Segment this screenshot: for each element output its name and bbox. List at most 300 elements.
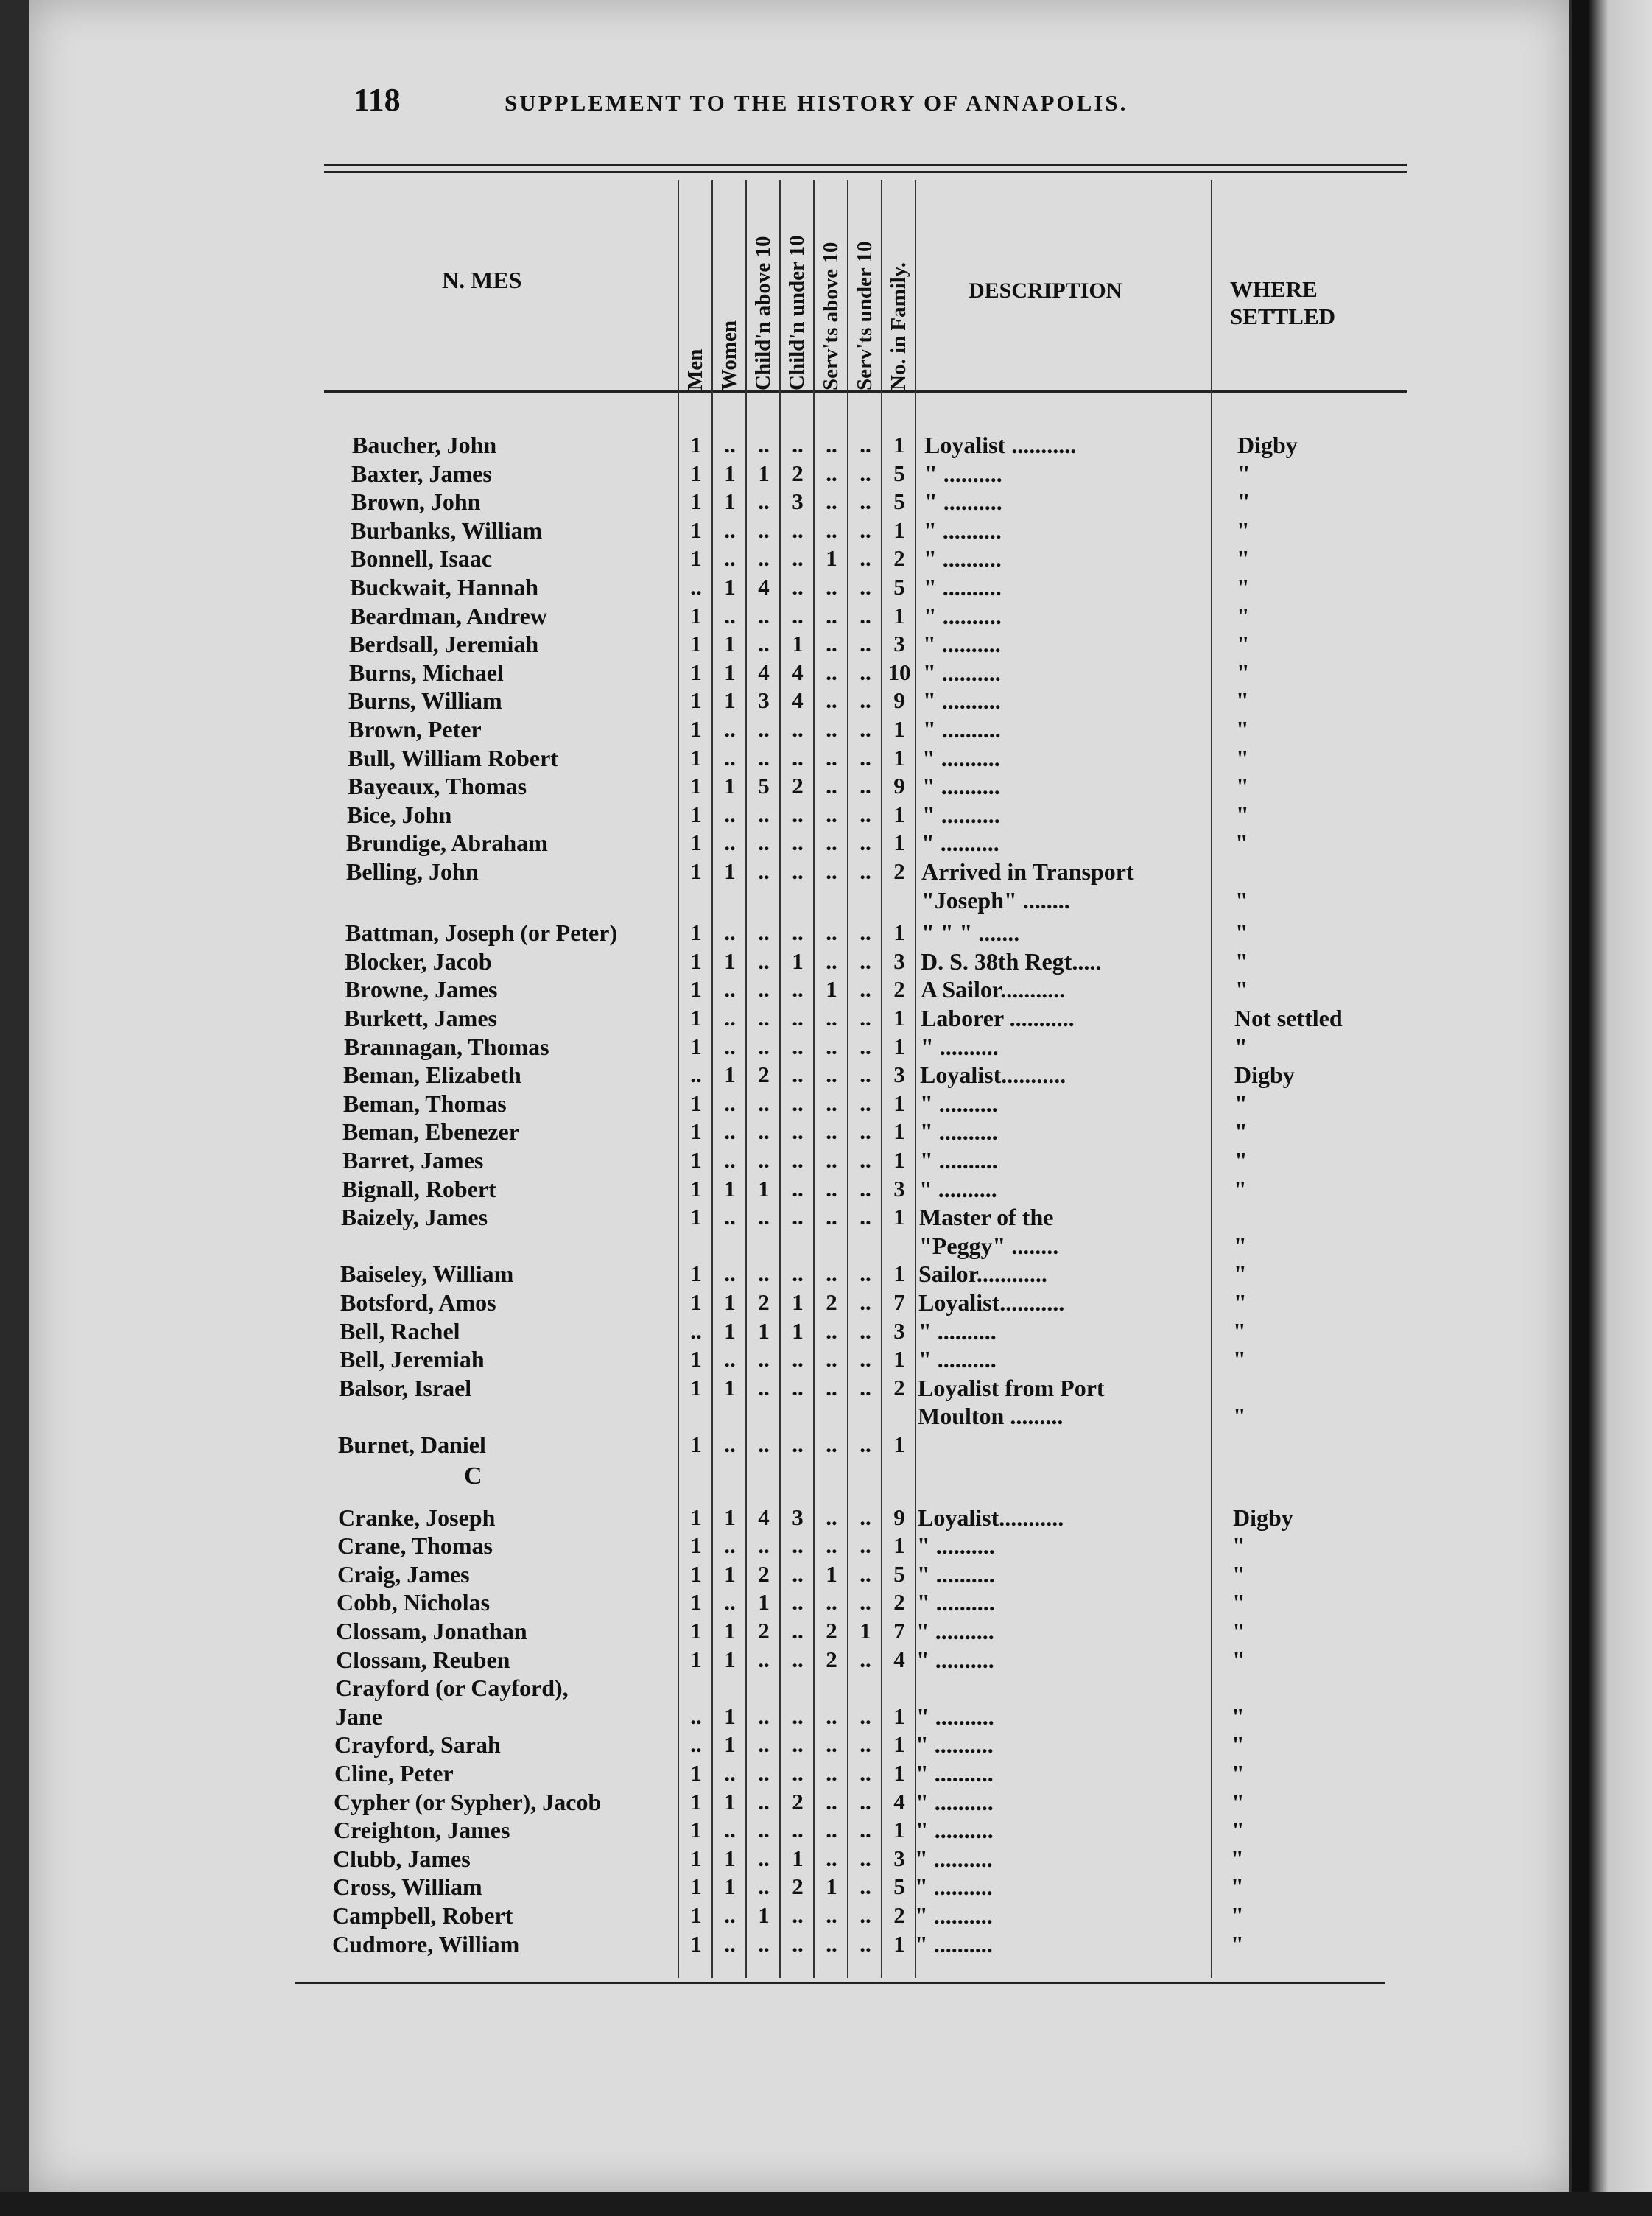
servants-under-count: .. (860, 488, 871, 515)
women-count: .. (724, 1118, 736, 1145)
children-under-count: .. (792, 516, 804, 543)
description: " .......... (915, 1930, 993, 1957)
children-above-count: .. (758, 1760, 770, 1786)
servants-above-count: .. (826, 1346, 837, 1372)
men-count: 1 (690, 976, 702, 1003)
where-settled: " (1231, 1788, 1245, 1815)
settler-name-text: Beman, Thomas (343, 1090, 510, 1117)
table-row (29, 1588, 1569, 1616)
servants-above-count: .. (826, 1760, 837, 1786)
servants-above-count: .. (826, 716, 837, 742)
men-count: 1 (690, 1033, 702, 1059)
servants-under-count: .. (860, 602, 871, 628)
settler-name (337, 1588, 675, 1616)
children-above-count (747, 1232, 781, 1260)
children-under-count (781, 1402, 815, 1430)
table-row (29, 801, 1569, 829)
servants-under-count (848, 1232, 882, 1260)
servants-under-count: .. (860, 1703, 871, 1729)
children-under-count: 2 (792, 460, 804, 486)
children-under-count: 4 (792, 687, 804, 714)
family-total: 5 (893, 488, 905, 515)
children-under-count: 1 (792, 1289, 804, 1315)
settler-name (349, 630, 688, 658)
settler-name (335, 1703, 674, 1731)
servants-above-count: .. (826, 659, 837, 685)
men-column-header: Men (683, 348, 707, 390)
table-row (29, 919, 1569, 947)
where-settled: " (1237, 659, 1250, 686)
women-count: 1 (724, 858, 736, 884)
settler-name-text: Burkett, James (344, 1005, 500, 1031)
women-count (713, 1232, 747, 1260)
children-under-count: 1 (792, 1317, 804, 1344)
servants-under-count: .. (860, 830, 871, 856)
men-count (679, 1402, 713, 1430)
settler-name-text: Jane (335, 1703, 385, 1730)
servants-under-count: .. (860, 1260, 871, 1287)
men-count: 1 (690, 432, 702, 457)
servants-under-count: .. (860, 1317, 871, 1344)
settler-name (346, 829, 685, 857)
settler-name-text: Cline, Peter (334, 1760, 457, 1787)
servants-above-count: .. (826, 432, 837, 457)
settler-name (345, 919, 684, 947)
table-row (29, 544, 1569, 572)
men-count: 1 (690, 1788, 702, 1814)
children-above-count: 1 (758, 1175, 770, 1202)
table-row (29, 1731, 1569, 1759)
servants-above-count: .. (826, 1118, 837, 1145)
scan-edge (0, 2192, 1652, 2216)
women-count: .. (724, 602, 736, 628)
children-under-count: .. (792, 1346, 804, 1372)
children-under-count: .. (792, 545, 804, 572)
settler-name-text: Beardman, Andrew (350, 603, 550, 629)
men-count: 1 (690, 1147, 702, 1173)
women-count: 1 (724, 1317, 736, 1344)
servants-above-count: .. (826, 1204, 837, 1230)
settler-name (347, 801, 686, 829)
where-settled: Digby (1233, 1504, 1293, 1531)
women-count: 1 (724, 687, 736, 714)
family-total (882, 1674, 916, 1702)
servants-above-count (815, 1402, 848, 1430)
children-under-count: .. (792, 1902, 804, 1928)
children-under-count (781, 1674, 815, 1702)
description: " .......... (918, 1317, 997, 1344)
settler-name-text: Cypher (or Sypher), Jacob (334, 1789, 604, 1815)
settler-name-text: Cross, William (333, 1873, 485, 1900)
where-settled: " (1232, 1560, 1245, 1588)
settler-name-text: Bell, Jeremiah (340, 1346, 488, 1372)
servants-under-count (848, 1674, 882, 1702)
men-count: 1 (690, 773, 702, 799)
table-row (29, 1816, 1569, 1844)
servants-under-count: 1 (860, 1618, 871, 1644)
family-total: 3 (893, 1845, 905, 1871)
family-total: 1 (893, 1346, 905, 1372)
servants-under-count: .. (860, 1289, 871, 1315)
where-settled: " (1232, 1589, 1245, 1616)
settler-name (340, 1288, 679, 1316)
servants-under-count: .. (860, 1431, 871, 1457)
table-row (29, 1146, 1569, 1174)
servants-under-count: .. (860, 516, 871, 543)
settler-name (350, 602, 689, 630)
servants-above-count: .. (826, 744, 837, 771)
women-count: .. (724, 744, 736, 771)
women-count: .. (724, 1930, 736, 1957)
women-count: .. (724, 432, 736, 457)
table-row (29, 659, 1569, 687)
family-total: 4 (893, 1646, 905, 1672)
women-count: 1 (724, 1560, 736, 1587)
family-total: 1 (893, 1005, 905, 1031)
servants-above-count: .. (826, 687, 837, 714)
settler-name (344, 1033, 683, 1061)
where-settled (1231, 1674, 1393, 1702)
table-row (29, 1788, 1569, 1816)
servants-above-count: .. (826, 1374, 837, 1400)
servants-under-count: .. (860, 1760, 871, 1786)
family-total: 2 (893, 1374, 905, 1400)
children-above-count: .. (758, 1005, 770, 1031)
women-count: 1 (724, 574, 736, 600)
where-settled: " (1234, 1118, 1248, 1146)
children-above-count: 4 (758, 659, 770, 685)
family-total (882, 1402, 916, 1430)
table-row (29, 1033, 1569, 1061)
children-above-count: .. (758, 1204, 770, 1230)
servants-under-count: .. (860, 659, 871, 685)
family-total: 1 (893, 1760, 905, 1786)
women-count: .. (724, 1431, 736, 1457)
women-count: .. (724, 976, 736, 1003)
section-letter: C (464, 1462, 482, 1490)
settler-name (342, 1175, 681, 1203)
servants-above-count: .. (826, 830, 837, 856)
servants-under-count: .. (860, 1147, 871, 1173)
where-settled (1235, 858, 1397, 886)
children-under-count: .. (792, 432, 804, 457)
where-settled: " (1236, 773, 1249, 800)
family-total: 4 (893, 1788, 905, 1814)
women-count: .. (724, 1902, 736, 1928)
family-total: 1 (893, 1260, 905, 1287)
settler-name-text: Bell, Rachel (340, 1318, 463, 1344)
settler-name-text: Baizely, James (341, 1204, 491, 1230)
description: " .......... (922, 801, 1000, 828)
men-count: 1 (690, 1090, 702, 1116)
description: " .......... (918, 1346, 997, 1373)
family-total: 9 (893, 687, 905, 714)
children-under-count (781, 886, 815, 914)
women-count: .. (724, 1532, 736, 1559)
settler-name-text: Campbell, Robert (332, 1902, 516, 1929)
servants-above-count (815, 1674, 848, 1702)
men-count: 1 (690, 1532, 702, 1559)
servants-above-count: .. (826, 460, 837, 486)
description: "Peggy" ........ (919, 1232, 1059, 1259)
table-row (29, 886, 1569, 914)
description: " .......... (923, 716, 1001, 743)
settler-name (352, 431, 691, 459)
settler-name-text: Balsor, Israel (339, 1375, 474, 1401)
servants-under-10-header: Serv'ts under 10 (853, 241, 876, 390)
settler-name-text: Baucher, John (352, 432, 499, 458)
settler-name (345, 947, 683, 975)
family-total: 1 (893, 716, 905, 742)
servants-under-count: .. (860, 858, 871, 884)
men-count: 1 (690, 631, 702, 657)
children-above-count: .. (758, 947, 770, 974)
family-total: 1 (893, 432, 905, 457)
servants-above-count: .. (826, 919, 837, 946)
children-under-count: .. (792, 1930, 804, 1957)
servants-under-count: .. (860, 1090, 871, 1116)
table-row (29, 1560, 1569, 1588)
children-under-count: 2 (792, 773, 804, 799)
children-above-count: 1 (758, 460, 770, 486)
children-under-count: .. (792, 976, 804, 1003)
servants-under-count: .. (860, 1646, 871, 1672)
table-row (29, 1175, 1569, 1203)
servants-under-count: .. (860, 947, 871, 974)
children-under-count: .. (792, 1618, 804, 1644)
table-row (29, 1901, 1569, 1929)
women-count: 1 (724, 488, 736, 515)
servants-under-count: .. (860, 432, 871, 457)
settler-name-text: Burns, William (348, 687, 505, 714)
servants-under-count: .. (860, 773, 871, 799)
where-settled: " (1237, 516, 1250, 544)
settler-name-text: Clossam, Jonathan (336, 1618, 530, 1644)
where-settled: " (1236, 687, 1249, 715)
men-count: 1 (690, 1504, 702, 1530)
children-above-count: .. (758, 716, 770, 742)
settler-name (338, 1504, 677, 1532)
table-row (29, 1873, 1569, 1901)
children-under-count: .. (792, 919, 804, 946)
settler-name-text: Creighton, James (334, 1817, 513, 1843)
settler-name-text: Bayeaux, Thomas (348, 773, 530, 799)
settler-name (337, 1532, 676, 1560)
where-settled: " (1234, 1260, 1247, 1288)
servants-under-count: .. (860, 1118, 871, 1145)
servants-above-count: .. (826, 1260, 837, 1287)
settler-name-text: Brundige, Abraham (346, 830, 551, 856)
children-above-count: .. (758, 1118, 770, 1145)
children-under-count: .. (792, 1175, 804, 1202)
table-row (29, 488, 1569, 516)
children-under-count: 1 (792, 947, 804, 974)
children-above-count: .. (758, 545, 770, 572)
description: " .......... (920, 1090, 998, 1117)
settler-name (336, 1617, 675, 1645)
men-count: 1 (690, 1560, 702, 1587)
family-total: 1 (893, 1090, 905, 1116)
family-total: 3 (893, 1175, 905, 1202)
table-row (29, 1260, 1569, 1288)
servants-above-count: .. (826, 1317, 837, 1344)
servants-under-count: .. (860, 1902, 871, 1928)
children-above-count: .. (758, 919, 770, 946)
servants-above-count: .. (826, 1902, 837, 1928)
children-above-count: .. (758, 1873, 770, 1900)
women-count: 1 (724, 460, 736, 486)
family-total: 3 (893, 1062, 905, 1088)
men-count: 1 (690, 1760, 702, 1786)
servants-above-count: .. (826, 574, 837, 600)
servants-above-count: .. (826, 1005, 837, 1031)
servants-above-count: .. (826, 858, 837, 884)
servants-above-count: 2 (826, 1289, 837, 1315)
children-under-count: .. (792, 1374, 804, 1400)
description: " .......... (919, 1175, 997, 1202)
servants-under-count: .. (860, 1346, 871, 1372)
where-settled: " (1234, 1147, 1248, 1174)
women-count (713, 1402, 747, 1430)
description: " .......... (922, 744, 1000, 771)
table-row (29, 1317, 1569, 1345)
women-count: .. (724, 1090, 736, 1116)
description: Laborer ........... (921, 1005, 1075, 1031)
children-under-count: .. (792, 1646, 804, 1672)
children-above-count: .. (758, 858, 770, 884)
description: " .......... (921, 1033, 999, 1060)
children-above-count: .. (758, 631, 770, 657)
table-row (29, 431, 1569, 459)
settler-name (345, 975, 683, 1003)
table-row (29, 602, 1569, 630)
children-above-count: .. (758, 1374, 770, 1400)
settler-name-text: Burbanks, William (351, 517, 545, 544)
women-count: .. (724, 1005, 736, 1031)
family-total: 1 (893, 744, 905, 771)
where-settled: " (1231, 1930, 1244, 1957)
table-row (29, 829, 1569, 857)
family-total (882, 886, 916, 914)
children-above-count: .. (758, 516, 770, 543)
servants-above-count: .. (826, 488, 837, 515)
children-under-count: .. (792, 1760, 804, 1786)
page-number: 118 (354, 82, 401, 118)
settler-name-text: Cudmore, William (332, 1931, 522, 1957)
servants-under-count: .. (860, 919, 871, 946)
men-count: 1 (690, 1646, 702, 1672)
women-count (713, 886, 747, 914)
women-count: 1 (724, 1845, 736, 1871)
where-settled: Digby (1237, 432, 1298, 458)
table-row (29, 630, 1569, 658)
description: " .......... (916, 1618, 994, 1644)
description: D. S. 38th Regt..... (921, 947, 1102, 975)
description: " .......... (920, 1118, 998, 1146)
settler-name (334, 1816, 672, 1844)
settler-name-text: Crayford (or Cayford), (335, 1675, 572, 1701)
men-count: 1 (690, 1873, 702, 1900)
servants-above-count: .. (826, 1175, 837, 1202)
where-settled: " (1237, 488, 1251, 516)
children-under-count: .. (792, 1204, 804, 1230)
family-total: 1 (893, 602, 905, 628)
women-count: .. (724, 801, 736, 827)
table-row (29, 1090, 1569, 1118)
where-settled: " (1237, 602, 1250, 629)
men-count: 1 (690, 744, 702, 771)
children-under-count: .. (792, 716, 804, 742)
children-under-count: .. (792, 744, 804, 771)
settler-name-text: Crane, Thomas (337, 1532, 496, 1559)
children-under-count: 3 (792, 488, 804, 515)
women-count: 1 (724, 1873, 736, 1900)
men-count: .. (690, 1703, 702, 1729)
men-count: 1 (690, 947, 702, 974)
description: A Sailor........... (921, 976, 1066, 1003)
where-settled: " (1236, 801, 1249, 828)
servants-above-count: 1 (826, 976, 837, 1003)
children-above-count: .. (758, 1532, 770, 1559)
servants-under-count: .. (860, 687, 871, 714)
children-above-count: .. (758, 830, 770, 856)
family-total: 1 (893, 1204, 905, 1230)
men-count: 1 (690, 1930, 702, 1957)
women-count (713, 1674, 747, 1702)
description-column-header: DESCRIPTION (969, 278, 1122, 303)
children-above-count: 4 (758, 1504, 770, 1530)
servants-under-count: .. (860, 1845, 871, 1871)
description: Sailor............ (918, 1260, 1047, 1288)
women-count: .. (724, 545, 736, 572)
women-count: .. (724, 1147, 736, 1173)
women-count: .. (724, 830, 736, 856)
where-settled: " (1233, 1317, 1246, 1344)
servants-above-count: 1 (826, 1560, 837, 1587)
women-count: 1 (724, 1175, 736, 1202)
children-above-count: .. (758, 488, 770, 515)
settler-name (338, 1431, 677, 1459)
children-above-count: .. (758, 1646, 770, 1672)
family-total: 9 (893, 773, 905, 799)
children-above-count: 4 (758, 574, 770, 600)
servants-under-count: .. (860, 1731, 871, 1758)
description: " .......... (917, 1532, 995, 1560)
settler-name-text: Blocker, Jacob (345, 948, 495, 975)
children-above-count: 1 (758, 1317, 770, 1344)
settler-name-text: Beman, Elizabeth (343, 1062, 524, 1088)
children-under-count: 1 (792, 1845, 804, 1871)
settler-name (341, 1203, 680, 1231)
description: " .......... (923, 659, 1001, 686)
settler-name-text: Burnet, Daniel (338, 1431, 489, 1458)
men-count: 1 (690, 687, 702, 714)
settler-name (333, 1873, 672, 1901)
servants-above-count: .. (826, 1703, 837, 1729)
description: "Joseph" ........ (921, 886, 1070, 914)
servants-under-count: .. (860, 574, 871, 600)
where-settled: " (1235, 976, 1248, 1003)
servants-above-count: .. (826, 1817, 837, 1843)
settler-name (339, 1374, 678, 1402)
table-row (29, 715, 1569, 743)
children-above-count: 2 (758, 1618, 770, 1644)
running-title: SUPPLEMENT TO THE HISTORY OF ANNAPOLIS. (505, 90, 1128, 116)
table-row (29, 1845, 1569, 1873)
where-settled: " (1231, 1731, 1245, 1759)
children-under-count: 2 (792, 1788, 804, 1814)
settler-name-text: Beman, Ebenezer (342, 1118, 522, 1145)
